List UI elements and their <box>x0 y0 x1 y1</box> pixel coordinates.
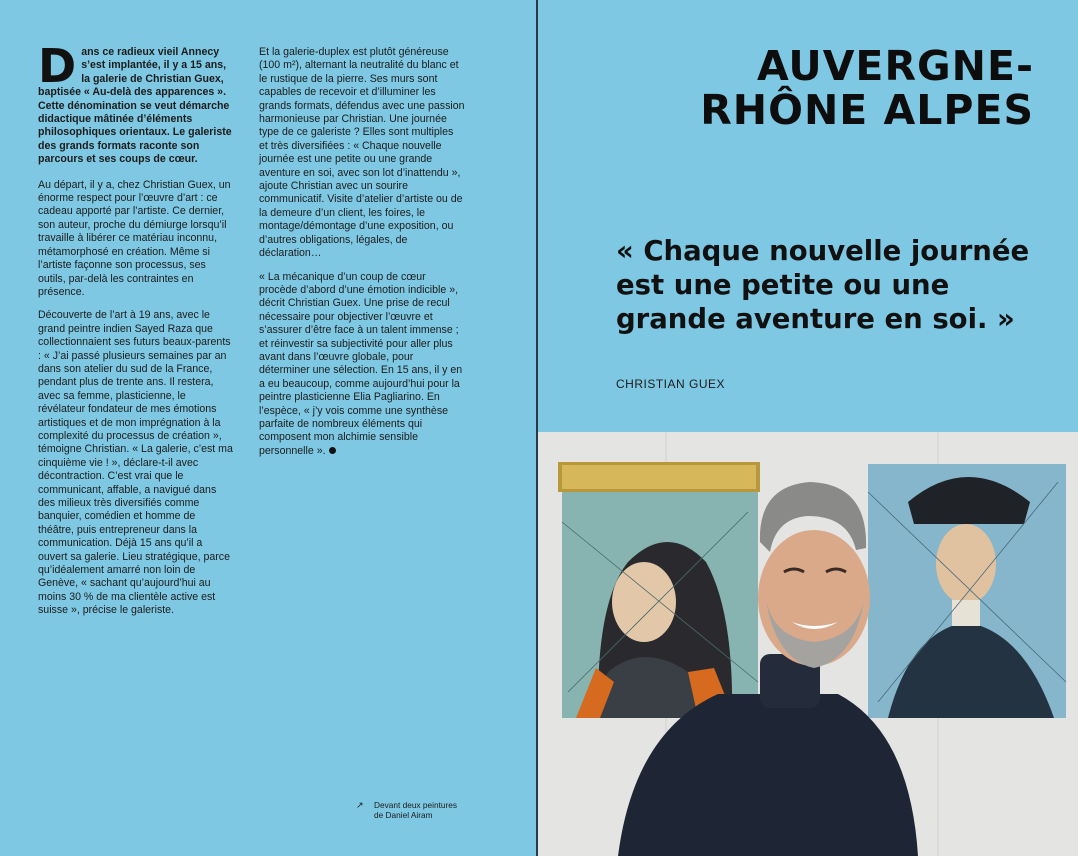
photo-caption <box>356 800 466 820</box>
arrow-up-right-icon: ↗ <box>356 800 364 810</box>
paragraph <box>259 271 465 459</box>
article-column-2 <box>259 46 465 468</box>
paragraph-text: « La mécanique d’un coup de cœur procède d’abord d’une émotion indicible », décrit Christian Guex. Une prise de recul nécessaire pour objectiver l’œuvre et s’assurer d’être face à un talent immense ; et réinvestir sa subjectivité pour aller plus avant dans l’œuvre globale, pour déterminer une sélection. En 15 ans, il y en a eu beaucoup, comme aujourd’hui pour la peintre plasticienne Elia Pagliarino. En l’espèce, « j’y vois comme une synthèse parfaite de nombreux éléments qui composent mon alchimie sensible personnelle ». <box>259 270 463 457</box>
region-title-line: RHÔNE ALPES <box>700 86 1034 134</box>
caption-text: Devant deux peintures de Daniel Airam <box>374 800 458 820</box>
article-lead <box>38 39 234 167</box>
paragraph: Au départ, il y a, chez Christian Guex, un énorme respect pour l’œuvre d’art : ce cadeau apporté par l’artiste. Ce dernier, son auteur, proche du démiurge lorsqu’il travaille à libérer ce matériau inconnu, métamorphosé en création. Même si l’artiste façonne son processus, ses outils, par-delà les contraintes en présence. <box>38 178 231 298</box>
lead-text: ans ce radieux vieil Annecy s’est implantée, il y a 15 ans, la galerie de Christian Guex, baptisée « Au-delà des apparences ». Cette dénomination se veut démarche didactique mâtinée d’éléments philosophiques orientaux. Le galeriste des grands formats raconte son parcours et ses coups de cœur. <box>38 46 232 166</box>
quote-author: CHRISTIAN GUEX <box>616 377 726 391</box>
portrait-photo <box>538 432 1078 856</box>
left-page <box>0 0 536 856</box>
drop-cap: D <box>38 39 77 93</box>
right-page <box>538 0 1078 856</box>
painting-left <box>558 462 760 718</box>
pull-quote: « Chaque nouvelle journée est une petite ou une grande aventure en soi. » <box>616 235 1030 335</box>
paragraph: Et la galerie-duplex est plutôt généreuse (100 m²), alternant la neutralité du blanc et le rustique de la pierre. Ses murs sont capables de recevoir et d’illuminer les grands formats, défendus avec une passion harmonieuse par Christian. Une journée type de ce galeriste ? Elles sont multiples et très diversifiées : « Chaque nouvelle journée est une petite ou une grande aventure en soi, avec son lot d’inattendu », ajoute Christian avec un sourire communicatif. Visite d’atelier d’artiste ou de la demeure d’un client, les foires, le montage/démontage d’une exposition, ou d’autres obligations, légales, de déclaration… <box>259 46 465 260</box>
paragraph: Découverte de l’art à 19 ans, avec le grand peintre indien Sayed Raza que collectionnaient ses futurs beaux-parents : « J’ai passé plusieurs semaines par an dans son atelier du sud de la France, pendant plus de trente ans. Il restera, avec sa femme, plasticienne, le révélateur fondateur de mes émotions artistiques et de mon imprégnation à la complexité du processus de création », témoigne Christian. « La galerie, c’est ma cinquième vie ! », déclare-t-il avec décontraction. C’est vrai que le communicant, affable, a navigué dans des milieux très diversifiés comme banquier, comédien et homme de théâtre, puis entrepreneur dans la communication. Déjà 15 ans qu’il a ouvert sa galerie. Lieu stratégique, parce qu’idéalement amarré non loin de Genève, « sachant qu’aujourd’hui au moins 30 % de ma clientèle active est suisse », précise le galeriste. <box>38 309 233 617</box>
region-title <box>700 44 1034 132</box>
end-mark-icon <box>329 447 336 454</box>
article-column-1 <box>38 39 234 628</box>
photo-illustration <box>538 432 1078 856</box>
region-title-line: AUVERGNE- <box>756 42 1034 90</box>
painting-right <box>868 464 1066 718</box>
